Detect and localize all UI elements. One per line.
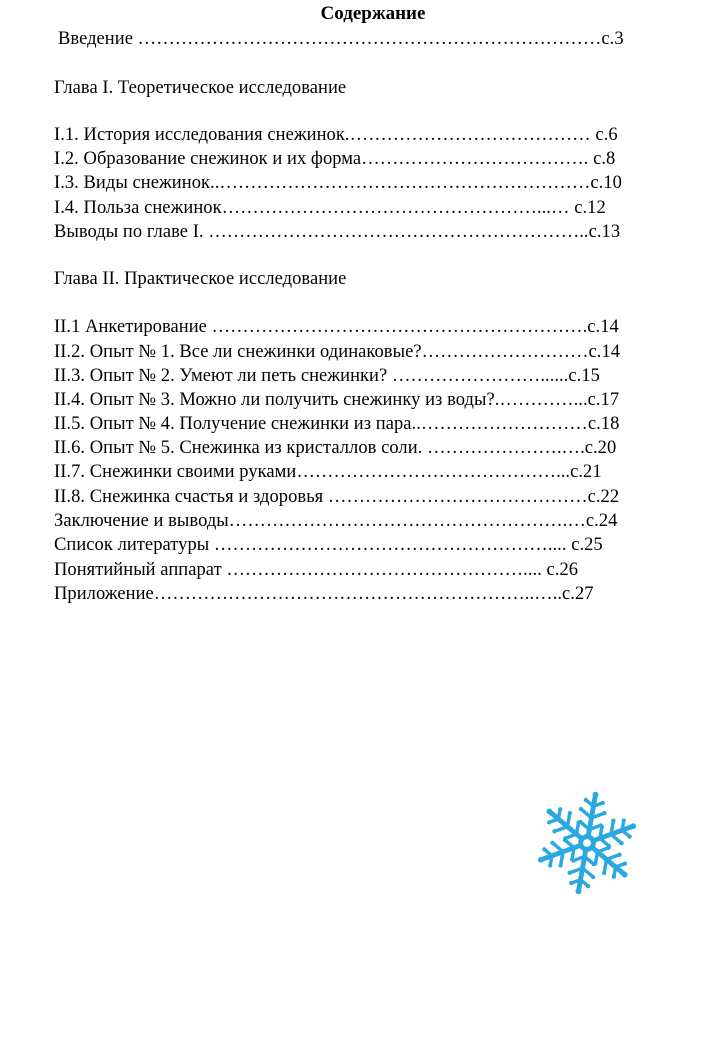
toc-entry: I.1. История исследования снежинок.………………………………… с.6: [54, 125, 618, 145]
toc-entry: II.2. Опыт № 1. Все ли снежинки одинаковые?………………………с.14: [54, 342, 621, 362]
toc-chapter-2-heading: Глава II. Практическое исследование: [54, 269, 347, 289]
toc-entry: II.6. Опыт № 5. Снежинка из кристаллов соли. ………………….….с.20: [54, 438, 617, 458]
toc-chapter-1-heading: Глава I. Теоретическое исследование: [54, 78, 347, 98]
toc-entry: II.3. Опыт № 2. Умеют ли петь снежинки? ……………………......с.15: [54, 366, 600, 386]
toc-entry-introduction: Введение …………………………………………………………………с.3: [58, 29, 624, 49]
toc-entry: Заключение и выводы……………………………………………….…с.24: [54, 511, 618, 531]
toc-entry: I.2. Образование снежинок и их форма………………………………. с.8: [54, 149, 616, 169]
toc-entry: I.3. Виды снежинок..……………………………………………………с.10: [54, 173, 622, 193]
toc-entry: Приложение……………………………………………………..…..с.27: [54, 584, 594, 604]
toc-entry: II.7. Снежинки своими руками……………………………………...с.21: [54, 462, 602, 482]
toc-entry: II.4. Опыт № 3. Можно ли получить снежинку из воды?.…………...с.17: [54, 390, 620, 410]
toc-entry: I.4. Польза снежинок……………………………………………...… с.12: [54, 198, 606, 218]
toc-entry: Список литературы ……………………………………………….... с.25: [54, 535, 603, 555]
toc-entry: Выводы по главе I. ……………………………………………………..с.13: [54, 222, 621, 242]
toc-entry: II.5. Опыт № 4. Получение снежинки из пара..………………………с.18: [54, 414, 620, 434]
toc-entry: Понятийный аппарат ………………………………………….... с.26: [54, 560, 579, 580]
snowflake-icon: [528, 788, 646, 898]
page-title: Содержание: [320, 3, 426, 24]
toc-entry: II.1 Анкетирование …………………………………………………….с.14: [54, 317, 619, 337]
toc-entry: II.8. Снежинка счастья и здоровья ……………………………………с.22: [54, 487, 620, 507]
